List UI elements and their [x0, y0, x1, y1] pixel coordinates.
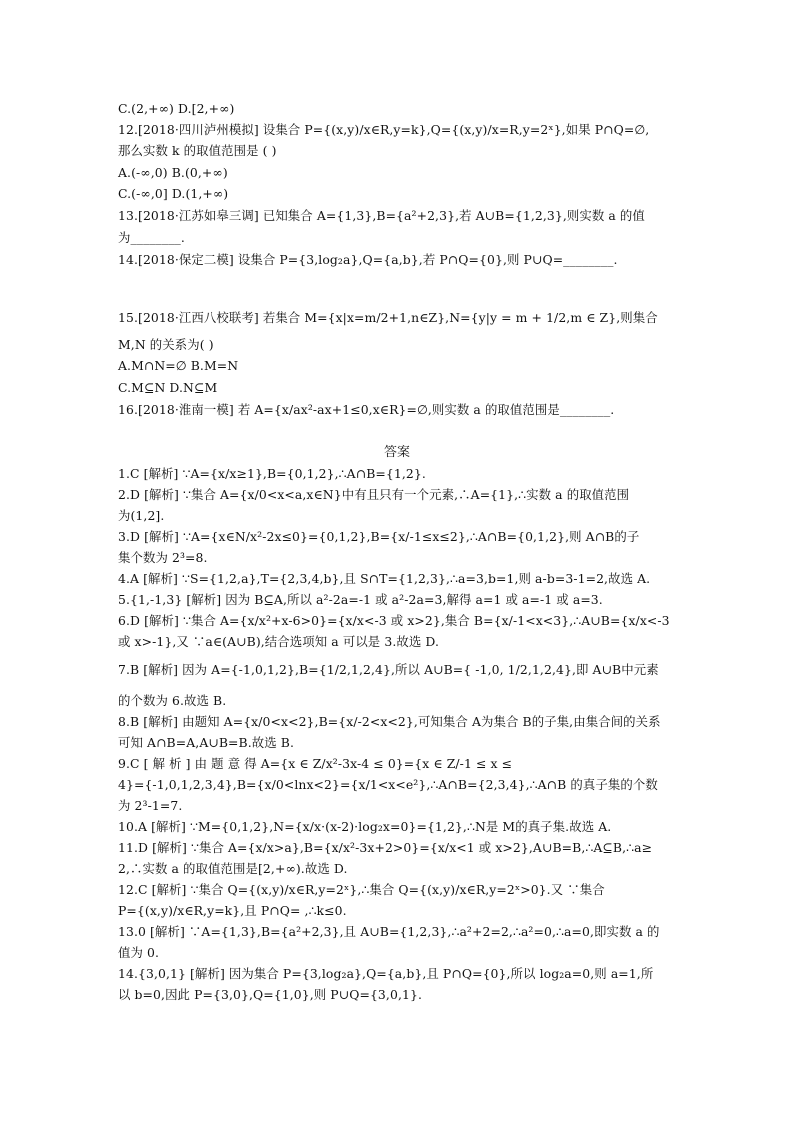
q16-stem: 16.[2018·淮南一模] 若 A={x/ax²-ax+1≤0,x∈R}=∅,则实数 a 的取值范围是________.: [118, 402, 615, 417]
q12-options-ab: A.(-∞,0) B.(0,+∞): [118, 165, 228, 180]
answer-3-line2: 集个数为 2³=8.: [118, 550, 208, 565]
answer-12-line1: 12.C [解析] ∵集合 Q={(x,y)/x∈R,y=2ˣ},∴集合 Q={(x,y)/x∈R,y=2ˣ>0}.又 ∵集合: [118, 882, 605, 897]
answer-2-line1: 2.D [解析] ∵集合 A={x/0<x<a,x∈N}中有且只有一个元素,∴A={1},∴实数 a 的取值范围: [118, 487, 630, 502]
q15-stem-line2: M,N 的关系为( ): [118, 337, 214, 352]
answer-9-line2: 4}={-1,0,1,2,3,4},B={x/0<lnx<2}={x/1<x<e²},∴A∩B={2,3,4},∴A∩B 的真子集的个数: [118, 777, 658, 792]
answer-11-line2: 2,∴实数 a 的取值范围是[2,+∞).故选 D.: [118, 861, 348, 876]
answer-4: 4.A [解析] ∵S={1,2,a},T={2,3,4,b},且 S∩T={1,2,3},∴a=3,b=1,则 a-b=3-1=2,故选 A.: [118, 571, 651, 586]
answer-9-line3: 为 2³-1=7.: [118, 798, 183, 813]
answer-7-line2: 的个数为 6.故选 B.: [118, 693, 227, 708]
answer-3-line1: 3.D [解析] ∵A={x∈N/x²-2x≤0}={0,1,2},B={x/-1≤x≤2},∴A∩B={0,1,2},则 A∩B的子: [118, 529, 640, 544]
q12-stem-line1: 12.[2018·四川泸州模拟] 设集合 P={(x,y)/x∈R,y=k},Q={(x,y)/x=R,y=2ˣ},如果 P∩Q=∅,: [118, 122, 650, 137]
answer-11-line1: 11.D [解析] ∵集合 A={x/x>a},B={x/x²-3x+2>0}={x/x<1 或 x>2},A∪B=B,∴A⊆B,∴a≥: [118, 840, 653, 855]
answer-14-line2: 以 b=0,因此 P={3,0},Q={1,0},则 P∪Q={3,0,1}.: [118, 987, 422, 1002]
answer-12-line2: P={(x,y)/x∈R,y=k},且 P∩Q= ,∴k≤0.: [118, 903, 347, 918]
q13-stem-line1: 13.[2018·江苏如皋三调] 已知集合 A={1,3},B={a²+2,3},若 A∪B={1,2,3},则实数 a 的值: [118, 208, 645, 223]
q13-stem-line2: 为________.: [118, 230, 185, 245]
q12-options-cd: C.(-∞,0] D.(1,+∞): [118, 186, 229, 201]
answer-8-line1: 8.B [解析] 由题知 A={x/0<x<2},B={x/-2<x<2},可知集合 A为集合 B的子集,由集合间的关系: [118, 714, 661, 729]
answer-10: 10.A [解析] ∵M={0,1,2},N={x/x·(x-2)·log₂x=0}={1,2},∴N是 M的真子集.故选 A.: [118, 819, 612, 834]
answer-1: 1.C [解析] ∵A={x/x≥1},B={0,1,2},∴A∩B={1,2}.: [118, 466, 426, 481]
q15-options-ab: A.M∩N=∅ B.M=N: [118, 358, 239, 373]
answer-9-line1: 9.C [ 解 析 ] 由 题 意 得 A={x ∈ Z/x²-3x-4 ≤ 0}={x ∈ Z/-1 ≤ x ≤: [118, 756, 513, 771]
q15-stem-line1: 15.[2018·江西八校联考] 若集合 M={x|x=m/2+1,n∈Z},N={y|y = m + 1/2,m ∈ Z},则集合: [118, 310, 658, 325]
answer-13-line2: 值为 0.: [118, 945, 160, 960]
answer-8-line2: 可知 A∩B=A,A∪B=B.故选 B.: [118, 735, 295, 750]
answer-14-line1: 14.{3,0,1} [解析] 因为集合 P={3,log₂a},Q={a,b},且 P∩Q={0},所以 log₂a=0,则 a=1,所: [118, 966, 654, 981]
answer-5: 5.{1,-1,3} [解析] 因为 B⊆A,所以 a²-2a=-1 或 a²-2a=3,解得 a=1 或 a=-1 或 a=3.: [118, 592, 603, 607]
answer-6-line1: 6.D [解析] ∵集合 A={x/x²+x-6>0}={x/x<-3 或 x>2},集合 B={x/-1<x<3},∴A∪B={x/x<-3: [118, 613, 670, 628]
q15-options-cd: C.M⊆N D.N⊆M: [118, 380, 218, 395]
answer-7-line1: 7.B [解析] 因为 A={-1,0,1,2},B={1/2,1,2,4},所以 A∪B={ -1,0, 1/2,1,2,4},即 A∪B中元素: [118, 662, 659, 677]
answers-heading: 答案: [383, 445, 410, 460]
answer-2-line2: 为(1,2].: [118, 508, 165, 523]
q14-stem: 14.[2018·保定二模] 设集合 P={3,log₂a},Q={a,b},若 P∩Q={0},则 P∪Q=________.: [118, 252, 618, 267]
q12-stem-line2: 那么实数 k 的取值范围是 ( ): [118, 143, 277, 158]
answer-13-line1: 13.0 [解析] ∵A={1,3},B={a²+2,3},且 A∪B={1,2,3},∴a²+2=2,∴a²=0,∴a=0,即实数 a 的: [118, 924, 660, 939]
q11-options-cd: C.(2,+∞) D.[2,+∞): [118, 101, 235, 116]
answer-6-line2: 或 x>-1},又 ∵a∈(A∪B),结合选项知 a 可以是 3.故选 D.: [118, 634, 440, 649]
